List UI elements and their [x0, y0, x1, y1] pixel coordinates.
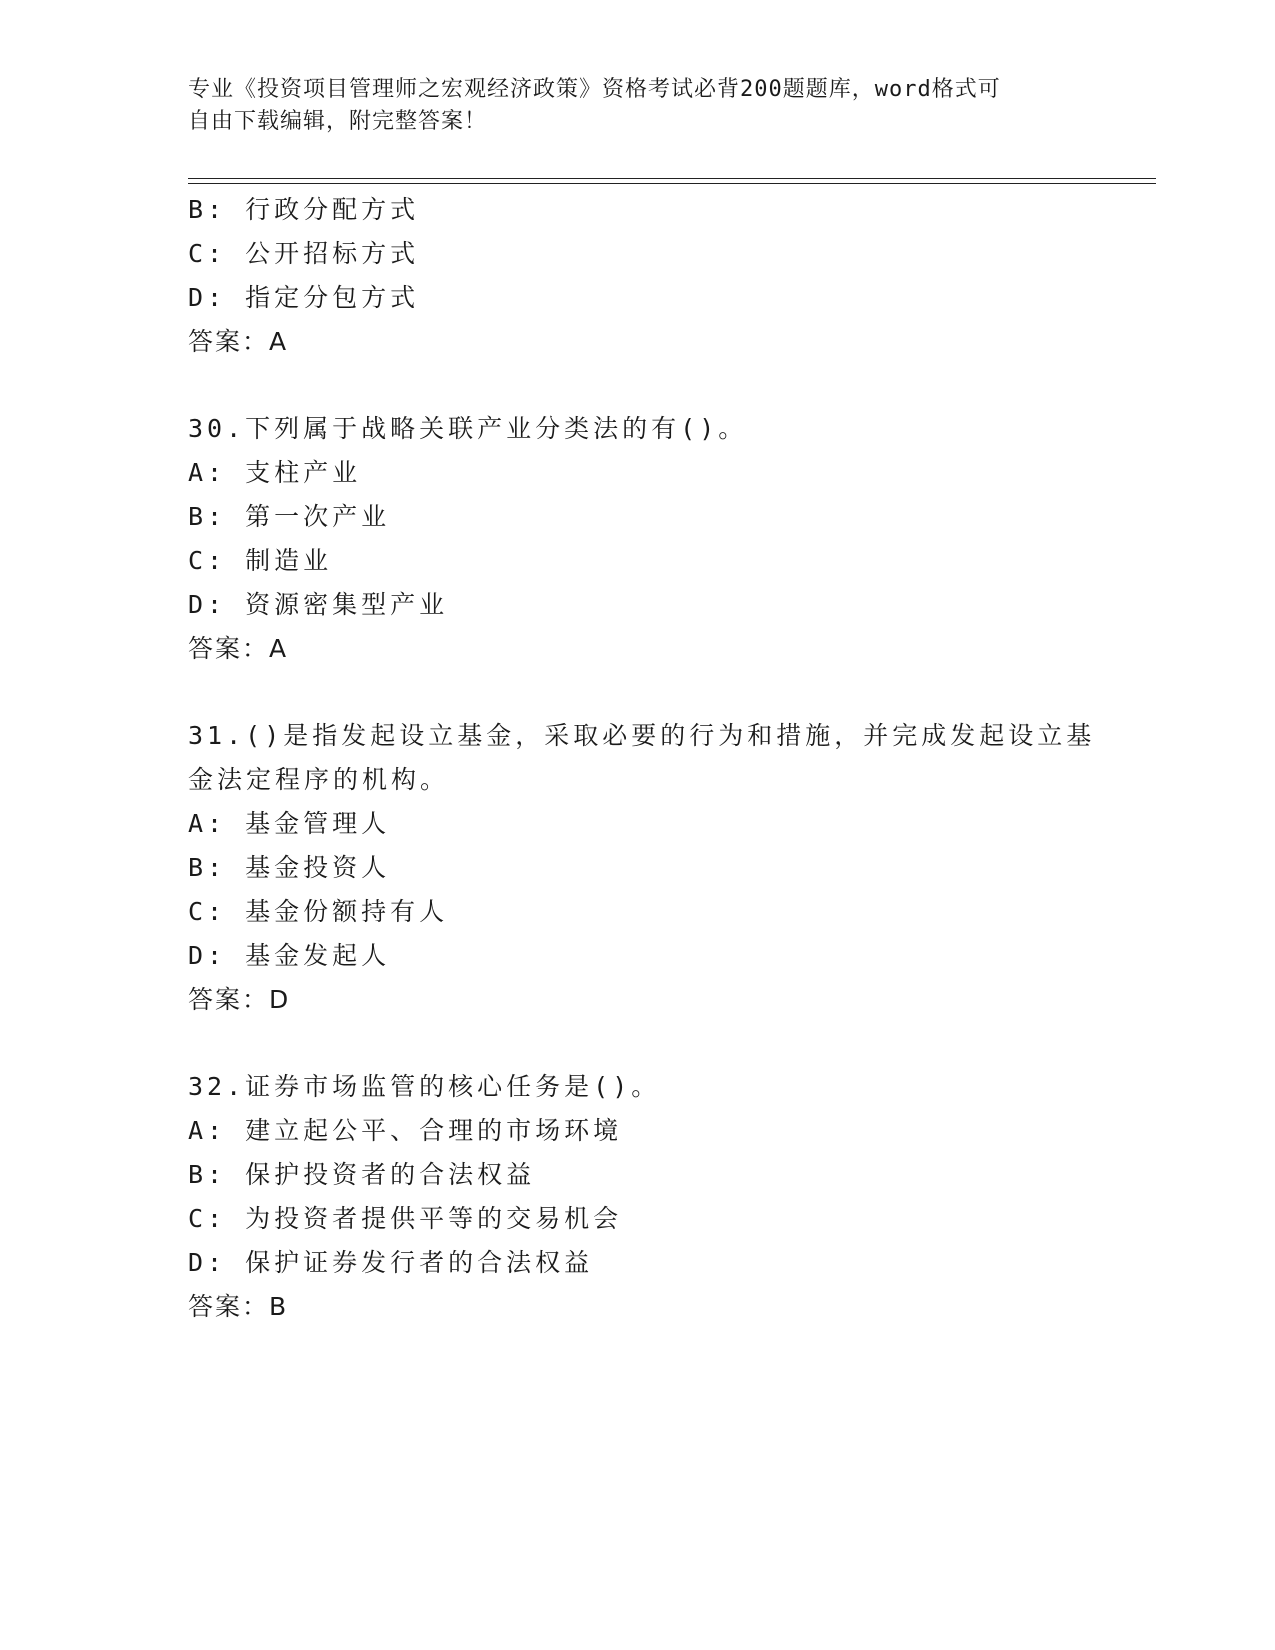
q32-option-d: D: 保护证券发行者的合法权益 — [188, 1248, 594, 1277]
header-divider-bottom — [188, 183, 1156, 184]
q31-answer: 答案：D — [188, 985, 291, 1014]
q31-option-b: B: 基金投资人 — [188, 853, 391, 882]
q30-option-a: A: 支柱产业 — [188, 458, 362, 487]
q29-option-d: D: 指定分包方式 — [188, 283, 420, 312]
header-divider-top — [188, 178, 1156, 179]
q32-answer: 答案：B — [188, 1292, 289, 1321]
document-header — [188, 74, 1088, 138]
q31-stem-line-1: 31.()是指发起设立基金，采取必要的行为和措施，并完成发起设立基 — [188, 721, 1096, 750]
header-line-1: 专业《投资项目管理师之宏观经济政策》资格考试必背200题题库，word格式可 — [188, 77, 1001, 102]
q32-option-b: B: 保护投资者的合法权益 — [188, 1160, 536, 1189]
q30-answer: 答案：A — [188, 634, 289, 663]
q30-option-c: C: 制造业 — [188, 546, 333, 575]
q32-stem: 32.证券市场监管的核心任务是()。 — [188, 1072, 661, 1101]
q29-answer: 答案：A — [188, 327, 289, 356]
q32-option-c: C: 为投资者提供平等的交易机会 — [188, 1204, 623, 1233]
q29-option-c: C: 公开招标方式 — [188, 239, 420, 268]
q30-option-b: B: 第一次产业 — [188, 502, 391, 531]
q30-option-d: D: 资源密集型产业 — [188, 590, 449, 619]
q31-stem-line-2: 金法定程序的机构。 — [188, 765, 450, 794]
q29-option-b: B: 行政分配方式 — [188, 195, 420, 224]
q31-option-c: C: 基金份额持有人 — [188, 897, 449, 926]
header-line-2: 自由下载编辑，附完整答案！ — [188, 109, 488, 134]
q30-stem: 30.下列属于战略关联产业分类法的有()。 — [188, 414, 748, 443]
q31-option-a: A: 基金管理人 — [188, 809, 391, 838]
q31-option-d: D: 基金发起人 — [188, 941, 391, 970]
q32-option-a: A: 建立起公平、合理的市场环境 — [188, 1116, 623, 1145]
